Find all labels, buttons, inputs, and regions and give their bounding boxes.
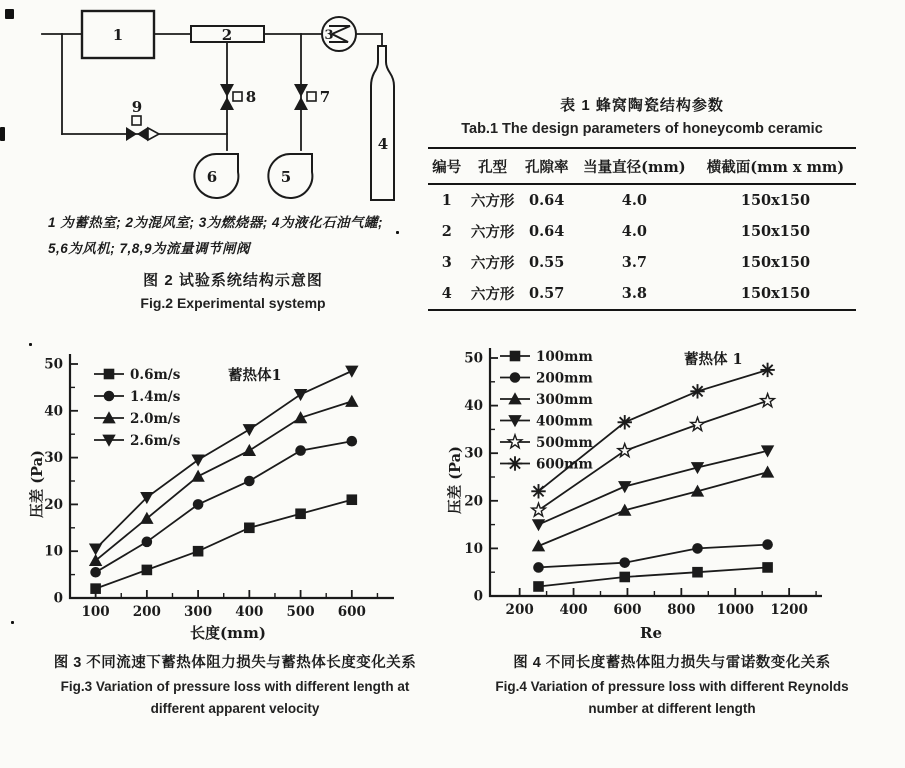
- table-cell: 3.8: [621, 285, 647, 302]
- column-header: 孔型: [466, 148, 520, 184]
- table1-title-en: Tab.1 The design parameters of honeycomb ceramic: [461, 121, 823, 137]
- chart-legend: [500, 349, 593, 473]
- table-cell: 0.64: [529, 192, 565, 209]
- figure2-caption-en: Fig.2 Experimental systemp: [140, 295, 326, 311]
- valve7-actuator: [307, 92, 316, 101]
- figure2-notes-line2: 5,6为风机; 7,8,9为流量调节闸阀: [48, 241, 251, 256]
- figure4-caption-zh: 图 4 不同长度蓄热体阻力损失与雷诺数变化关系: [513, 655, 831, 671]
- legend-label: 600mm: [536, 456, 593, 473]
- column-header: 横截面(mm x mm): [695, 148, 856, 184]
- svg-text:0: 0: [473, 588, 483, 605]
- label-9: 9: [131, 98, 143, 116]
- column-header: 当量直径(mm): [574, 148, 695, 184]
- table1-title-zh: 表 1 蜂窝陶瓷结构参数: [560, 97, 724, 114]
- table-cell: 3.7: [621, 254, 647, 271]
- table-cell: 4.0: [621, 223, 647, 240]
- figure3-caption-en1: Fig.3 Variation of pressure loss with different length at: [60, 679, 410, 694]
- scan-artifact: [0, 127, 5, 141]
- valve9-icon: [126, 127, 148, 141]
- svg-text:0: 0: [53, 590, 63, 607]
- chart-series-0.6m/s: [90, 494, 357, 594]
- table-cell: 3: [441, 254, 452, 271]
- x-axis-label: 长度(mm): [190, 624, 266, 642]
- svg-text:40: 40: [44, 403, 63, 420]
- valve9-actuator: [132, 116, 141, 125]
- pipe-lines: [42, 34, 382, 150]
- chart-legend: [94, 367, 181, 449]
- table-cell: 150x150: [740, 192, 811, 209]
- table-cell: 六方形: [470, 224, 515, 241]
- y-axis-label: 压差 (Pa): [447, 446, 464, 514]
- table-row: [428, 184, 856, 216]
- table-cell: 150x150: [740, 223, 811, 240]
- label-1: 1: [112, 26, 124, 44]
- table-cell: 六方形: [470, 193, 515, 210]
- svg-text:600: 600: [613, 602, 642, 618]
- label-8: 8: [245, 88, 257, 106]
- label-6: 6: [206, 168, 218, 186]
- svg-text:300: 300: [184, 604, 213, 620]
- legend-label: 0.6m/s: [130, 366, 181, 383]
- table-cell: 150x150: [740, 285, 811, 302]
- figure4-caption-en2: number at different length: [588, 701, 756, 716]
- chart-axes: [70, 354, 394, 598]
- y-axis-label: 压差 (Pa): [29, 450, 46, 518]
- table-cell: 六方形: [470, 255, 515, 272]
- experimental-system-diagram: [34, 4, 414, 206]
- figure3-section: [28, 346, 442, 716]
- svg-text:100: 100: [81, 604, 110, 620]
- svg-text:200: 200: [132, 604, 161, 620]
- chart-ticks: [70, 364, 377, 598]
- figure2-section: [34, 4, 432, 311]
- svg-text:200: 200: [505, 602, 534, 618]
- label-3: 3: [324, 28, 334, 43]
- table-cell: 0.55: [529, 254, 565, 271]
- label-2: 2: [221, 26, 233, 44]
- svg-text:30: 30: [464, 445, 483, 462]
- figure3-caption-zh: 图 3 不同流速下蓄热体阻力损失与蓄热体长度变化关系: [53, 655, 417, 671]
- svg-text:600: 600: [337, 604, 366, 620]
- figure2-caption-zh: 图 2 试验系统结构示意图: [143, 272, 323, 289]
- honeycomb-parameters-table: [428, 147, 856, 311]
- svg-text:40: 40: [464, 398, 483, 415]
- chart-series-200mm: [533, 539, 773, 572]
- column-header: 编号: [428, 148, 466, 184]
- svg-text:20: 20: [464, 493, 483, 510]
- valve9-wing: [148, 128, 159, 140]
- figure2-notes: [48, 210, 432, 262]
- label-5: 5: [280, 168, 292, 186]
- legend-label: 200mm: [536, 370, 593, 387]
- svg-text:30: 30: [44, 450, 63, 467]
- svg-text:10: 10: [464, 540, 483, 557]
- table-cell: 150x150: [740, 254, 811, 271]
- svg-text:50: 50: [464, 350, 483, 367]
- table-cell: 1: [441, 192, 452, 209]
- table-cell: 0.57: [529, 285, 565, 302]
- table1-section: [428, 94, 856, 311]
- svg-text:1200: 1200: [770, 602, 808, 618]
- legend-label: 500mm: [536, 434, 593, 451]
- table-cell: 4: [441, 285, 452, 302]
- chart-series-500mm: [532, 391, 775, 516]
- table-row: [428, 216, 856, 247]
- svg-text:400: 400: [559, 602, 588, 618]
- table-cell: 六方形: [470, 286, 515, 303]
- chart-annotation: 蓄热体 1: [684, 351, 743, 368]
- legend-label: 2.6m/s: [130, 432, 181, 449]
- label-7: 7: [319, 88, 331, 106]
- valve7-icon: [294, 84, 308, 110]
- table-cell: 4.0: [621, 192, 647, 209]
- table-row: [428, 247, 856, 278]
- svg-text:500: 500: [286, 604, 315, 620]
- figure3-caption-en2: different apparent velocity: [150, 701, 320, 716]
- chart-pressure-vs-length: [28, 346, 438, 644]
- table-cell: 0.64: [529, 223, 565, 240]
- legend-label: 300mm: [536, 391, 593, 408]
- svg-text:400: 400: [235, 604, 264, 620]
- scan-artifact: [5, 9, 14, 19]
- gas-cylinder: [371, 46, 394, 200]
- svg-text:50: 50: [44, 356, 63, 373]
- figure4-caption-en1: Fig.4 Variation of pressure loss with different Reynolds: [495, 679, 849, 694]
- svg-text:10: 10: [44, 543, 63, 560]
- legend-label: 2.0m/s: [130, 410, 181, 427]
- legend-label: 400mm: [536, 413, 593, 430]
- table-row: [428, 278, 856, 310]
- chart-series-1.4m/s: [90, 436, 357, 578]
- valve8-actuator: [233, 92, 242, 101]
- table-cell: 2: [441, 223, 452, 240]
- valve8-icon: [220, 84, 234, 110]
- column-header: 孔隙率: [520, 148, 574, 184]
- chart-pressure-vs-reynolds: [446, 340, 898, 644]
- x-axis-label: Re: [639, 624, 663, 642]
- svg-text:1000: 1000: [716, 602, 755, 618]
- svg-text:800: 800: [667, 602, 696, 618]
- chart-tick-labels: [44, 357, 366, 621]
- svg-text:20: 20: [44, 496, 63, 513]
- figure4-section: [446, 340, 898, 716]
- chart-annotation: 蓄热体1: [228, 367, 282, 384]
- figure2-notes-line1: 1 为蓄热室; 2为混风室; 3为燃烧器; 4为液化石油气罐;: [48, 215, 384, 230]
- scan-artifact: [11, 621, 14, 624]
- legend-label: 100mm: [536, 348, 593, 365]
- label-4: 4: [377, 135, 389, 153]
- legend-label: 1.4m/s: [130, 388, 181, 405]
